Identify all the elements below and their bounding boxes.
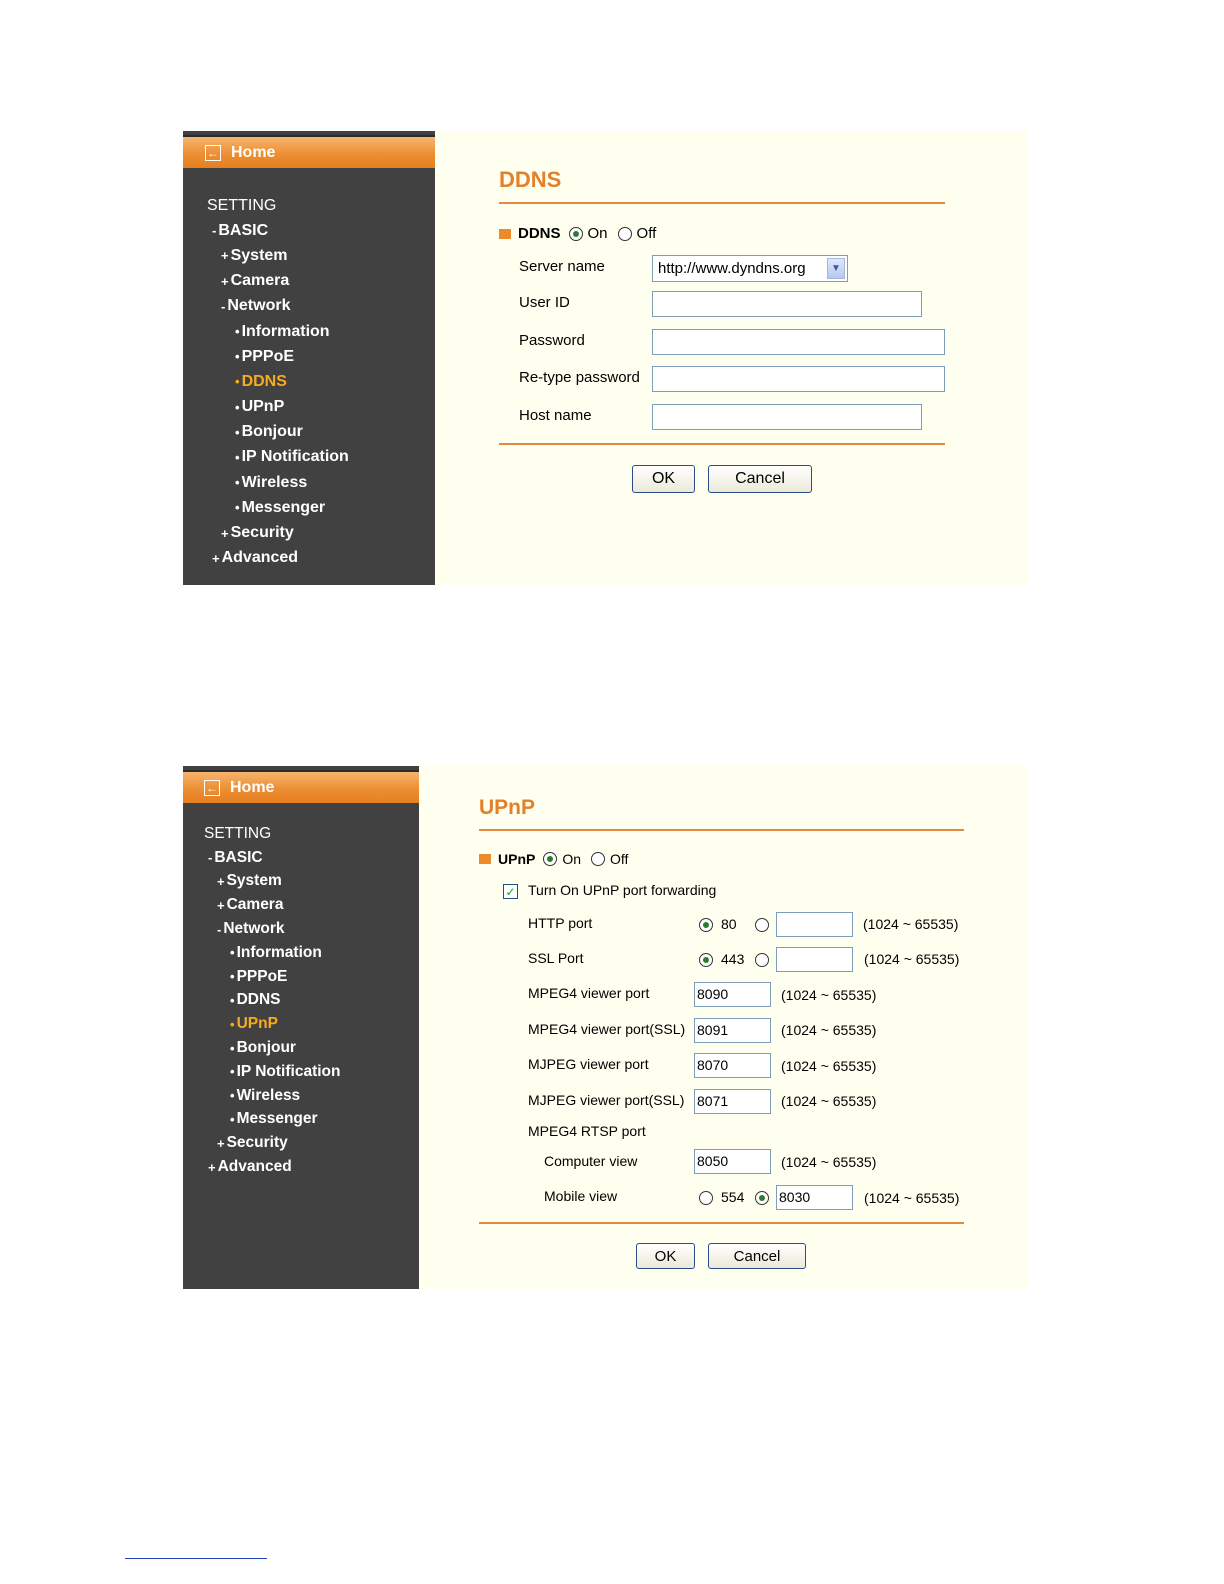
sidebar-item-bonjour[interactable] (183, 1036, 419, 1060)
page-title: DDNS (499, 167, 562, 192)
retype-password-label: Re-type password (519, 369, 640, 386)
mjpeg-viewer-port-range: (1024 ~ 65535) (781, 1058, 877, 1074)
main-content (435, 131, 1028, 585)
sidebar (183, 131, 435, 585)
sidebar-item-upnp[interactable] (183, 395, 435, 420)
mpeg4-viewer-port-ssl-input[interactable]: 8091 (694, 1018, 771, 1043)
ddns-off-radio[interactable] (618, 227, 632, 241)
mpeg4-viewer-port-range: (1024 ~ 65535) (781, 987, 877, 1003)
ok-button[interactable]: OK (636, 1243, 695, 1269)
ddns-on-label: On (587, 225, 608, 242)
port-forwarding-label: Turn On UPnP port forwarding (528, 882, 717, 898)
user-id-label: User ID (519, 294, 570, 311)
sidebar-item-label: Wireless (241, 473, 308, 491)
sidebar-item-system[interactable] (183, 243, 435, 268)
sidebar-item-label: IP Notification (236, 1062, 341, 1080)
sidebar-item-label: BASIC (214, 848, 263, 866)
home-label: Home (230, 778, 275, 796)
mjpeg-viewer-port-input[interactable]: 8070 (694, 1053, 771, 1078)
menu-marker-icon: + (208, 1159, 216, 1175)
sidebar-item-label: Messenger (241, 498, 326, 516)
menu-marker-icon: + (221, 273, 229, 289)
ssl-port-default-value: 443 (721, 951, 745, 967)
sidebar-item-ip-notification[interactable] (183, 1060, 419, 1084)
user-id-input[interactable] (652, 291, 922, 317)
sidebar-item-setting (183, 193, 435, 218)
http-port-input[interactable] (776, 912, 853, 937)
port-forwarding-checkbox[interactable]: ✓ (503, 884, 518, 899)
menu-marker-icon: + (217, 873, 225, 889)
server-name-label: Server name (519, 258, 605, 275)
sidebar-item-messenger[interactable] (183, 1108, 419, 1132)
sidebar-item-label: Security (230, 524, 294, 542)
sidebar (183, 766, 419, 1289)
ddns-settings-screen (183, 131, 1028, 585)
home-button[interactable] (183, 770, 419, 803)
sidebar-item-wireless[interactable] (183, 470, 435, 495)
sidebar-item-network[interactable] (183, 917, 419, 941)
host-name-input[interactable] (652, 404, 922, 430)
sidebar-item-security[interactable] (183, 1131, 419, 1155)
sidebar-menu (183, 822, 419, 1179)
sidebar-item-security[interactable] (183, 520, 435, 545)
main-content (419, 766, 1028, 1289)
sidebar-item-pppoe[interactable] (183, 344, 435, 369)
sidebar-item-label: Wireless (236, 1086, 301, 1104)
menu-marker-icon: • (235, 500, 240, 516)
server-name-select[interactable] (652, 255, 848, 282)
section-bullet-icon (499, 229, 511, 239)
form-divider (499, 443, 945, 445)
ssl-port-input[interactable] (776, 947, 853, 972)
cancel-button[interactable]: Cancel (708, 1243, 806, 1269)
sidebar-item-label: IP Notification (241, 448, 349, 466)
menu-marker-icon: • (235, 424, 240, 440)
sidebar-item-label: Messenger (236, 1110, 318, 1128)
form-divider (479, 1222, 964, 1224)
retype-password-input[interactable] (652, 366, 945, 392)
computer-view-label: Computer view (544, 1153, 638, 1169)
sidebar-item-label: Network (223, 920, 285, 938)
menu-marker-icon: • (235, 374, 240, 390)
sidebar-menu (183, 193, 435, 571)
ddns-on-radio[interactable] (569, 227, 583, 241)
title-divider (499, 202, 945, 204)
ssl-port-range: (1024 ~ 65535) (864, 951, 960, 967)
ddns-toggle-row (499, 225, 666, 242)
upnp-off-label: Off (610, 851, 629, 867)
menu-marker-icon: • (235, 324, 240, 340)
sidebar-item-system[interactable] (183, 870, 419, 894)
menu-marker-icon: • (230, 945, 235, 961)
host-name-label: Host name (519, 407, 592, 424)
mpeg4-viewer-port-ssl-range: (1024 ~ 65535) (781, 1022, 877, 1038)
upnp-off-radio[interactable] (591, 852, 605, 866)
sidebar-item-label: Bonjour (241, 423, 303, 441)
password-label: Password (519, 332, 585, 349)
computer-view-input[interactable]: 8050 (694, 1149, 771, 1174)
sidebar-item-label: Bonjour (236, 1039, 296, 1057)
sidebar-item-ddns[interactable] (183, 369, 435, 394)
home-label: Home (231, 143, 276, 161)
http-port-default-radio[interactable] (699, 918, 713, 932)
upnp-settings-screen (183, 766, 1028, 1289)
sidebar-item-label: Camera (226, 896, 284, 914)
sidebar-item-label: Network (227, 297, 291, 315)
sidebar-item-advanced[interactable] (183, 1155, 419, 1179)
mjpeg-viewer-port-ssl-label: MJPEG viewer port(SSL) (528, 1092, 685, 1108)
sidebar-item-camera[interactable] (183, 269, 435, 294)
ssl-port-default-radio[interactable] (699, 953, 713, 967)
ssl-port-label: SSL Port (528, 950, 584, 966)
sidebar-item-information[interactable] (183, 319, 435, 344)
password-input[interactable] (652, 329, 945, 355)
chevron-down-icon[interactable]: ▼ (827, 258, 845, 279)
menu-marker-icon: + (212, 550, 220, 566)
menu-marker-icon: • (230, 1040, 235, 1056)
menu-marker-icon: + (217, 897, 225, 913)
sidebar-item-information[interactable] (183, 941, 419, 965)
upnp-toggle-label: UPnP (498, 851, 536, 867)
back-arrow-icon: ← (206, 780, 218, 795)
sidebar-item-basic[interactable] (183, 846, 419, 870)
sidebar-item-label: Advanced (221, 549, 299, 567)
sidebar-item-camera[interactable] (183, 893, 419, 917)
menu-marker-icon: • (230, 1088, 235, 1104)
menu-marker-icon: - (212, 223, 217, 239)
menu-marker-icon: • (230, 1111, 235, 1127)
sidebar-item-label: Security (226, 1134, 288, 1152)
menu-marker-icon: • (235, 449, 240, 465)
menu-marker-icon: • (235, 399, 240, 415)
upnp-toggle-row (479, 851, 638, 867)
ddns-off-label: Off (636, 225, 657, 242)
rtsp-heading: MPEG4 RTSP port (528, 1123, 646, 1139)
sidebar-item-setting (183, 822, 419, 846)
menu-marker-icon: • (230, 992, 235, 1008)
mobile-view-default-value: 554 (721, 1189, 745, 1205)
sidebar-item-basic[interactable] (183, 218, 435, 243)
sidebar-item-label: System (226, 872, 282, 890)
menu-marker-icon: • (230, 1016, 235, 1032)
upnp-on-label: On (562, 851, 582, 867)
http-port-default-value: 80 (721, 916, 737, 932)
upnp-on-radio[interactable] (543, 852, 557, 866)
back-arrow-icon: ← (207, 145, 219, 160)
mobile-view-input[interactable]: 8030 (776, 1185, 853, 1210)
ssl-port-custom-radio[interactable] (755, 953, 769, 967)
mpeg4-viewer-port-input[interactable]: 8090 (694, 982, 771, 1007)
sidebar-item-ddns[interactable] (183, 989, 419, 1013)
sidebar-item-label: BASIC (218, 221, 269, 239)
section-bullet-icon (479, 854, 491, 864)
cancel-button[interactable]: Cancel (708, 465, 812, 493)
mpeg4-viewer-port-ssl-label: MPEG4 viewer port(SSL) (528, 1021, 686, 1037)
mobile-view-range: (1024 ~ 65535) (864, 1190, 960, 1206)
mobile-view-custom-radio[interactable] (755, 1191, 769, 1205)
http-port-custom-radio[interactable] (755, 918, 769, 932)
http-port-label: HTTP port (528, 915, 593, 931)
sidebar-item-advanced[interactable] (183, 546, 435, 571)
ok-button[interactable]: OK (632, 465, 695, 493)
menu-marker-icon: + (221, 248, 229, 264)
sidebar-item-label: DDNS (236, 991, 281, 1009)
footnote-separator (125, 1558, 267, 1559)
sidebar-item-label: PPPoE (241, 347, 295, 365)
menu-marker-icon: - (208, 850, 213, 866)
sidebar-item-wireless[interactable] (183, 1084, 419, 1108)
ddns-toggle-label: DDNS (518, 225, 561, 242)
sidebar-item-label: System (230, 246, 288, 264)
menu-marker-icon: • (230, 1064, 235, 1080)
menu-marker-icon: - (221, 298, 226, 314)
menu-marker-icon: + (217, 1135, 225, 1151)
sidebar-item-upnp[interactable] (183, 1012, 419, 1036)
sidebar-item-label: Advanced (217, 1158, 292, 1176)
sidebar-item-messenger[interactable] (183, 495, 435, 520)
sidebar-item-pppoe[interactable] (183, 965, 419, 989)
computer-view-range: (1024 ~ 65535) (781, 1154, 877, 1170)
home-button[interactable] (183, 135, 435, 168)
sidebar-item-label: DDNS (241, 372, 287, 390)
menu-marker-icon: + (221, 525, 229, 541)
page-title: UPnP (479, 796, 536, 819)
sidebar-item-label: Camera (230, 272, 290, 290)
sidebar-item-label: UPnP (236, 1015, 278, 1033)
server-name-value: http://www.dyndns.org (658, 260, 806, 277)
mjpeg-viewer-port-label: MJPEG viewer port (528, 1056, 649, 1072)
sidebar-item-label: UPnP (241, 398, 285, 416)
menu-marker-icon: • (235, 475, 240, 491)
mobile-view-label: Mobile view (544, 1188, 618, 1204)
sidebar-item-bonjour[interactable] (183, 420, 435, 445)
sidebar-item-label: Information (236, 943, 322, 961)
menu-marker-icon: - (217, 921, 222, 937)
mjpeg-viewer-port-ssl-input[interactable]: 8071 (694, 1089, 771, 1114)
sidebar-item-network[interactable] (183, 294, 435, 319)
sidebar-item-label: PPPoE (236, 967, 288, 985)
title-divider (479, 829, 964, 831)
mobile-view-default-radio[interactable] (699, 1191, 713, 1205)
mpeg4-viewer-port-label: MPEG4 viewer port (528, 985, 650, 1001)
menu-marker-icon: • (230, 969, 235, 985)
sidebar-item-ip-notification[interactable] (183, 445, 435, 470)
sidebar-item-label: Information (241, 322, 330, 340)
http-port-range: (1024 ~ 65535) (863, 916, 959, 932)
sidebar-item-label: SETTING (207, 196, 277, 214)
sidebar-item-label: SETTING (204, 824, 272, 842)
mjpeg-viewer-port-ssl-range: (1024 ~ 65535) (781, 1093, 877, 1109)
menu-marker-icon: • (235, 349, 240, 365)
